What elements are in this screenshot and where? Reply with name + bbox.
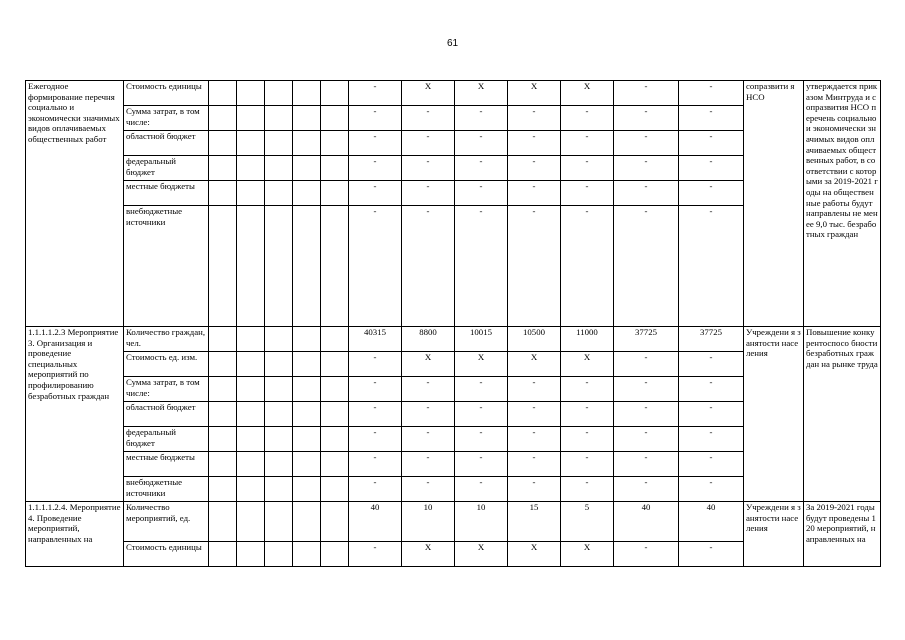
empty-cell — [321, 352, 349, 377]
value-cell: - — [614, 156, 679, 181]
empty-cell — [293, 131, 321, 156]
value-cell: X — [561, 81, 614, 106]
value-cell: - — [614, 206, 679, 327]
empty-cell — [321, 206, 349, 327]
value-cell: - — [349, 156, 402, 181]
empty-cell — [237, 156, 265, 181]
empty-cell — [237, 502, 265, 542]
empty-cell — [265, 156, 293, 181]
result-note-cell: утверждается приказом Минтруда и сопразвития НСО перечень социально и экономически значимых видов оплачиваемых общественных работ, в соответствии с которыми за 2019-2021 годы на общественные работы будут направлены не менее 9,0 тыс. безработных граждан — [804, 81, 881, 327]
indicator-cell: Сумма затрат, в том числе: — [124, 106, 209, 131]
value-cell: - — [349, 377, 402, 402]
value-cell: 40 — [349, 502, 402, 542]
value-cell: - — [349, 477, 402, 502]
value-cell: - — [561, 131, 614, 156]
empty-cell — [209, 81, 237, 106]
empty-cell — [209, 452, 237, 477]
empty-cell — [265, 542, 293, 567]
empty-cell — [209, 206, 237, 327]
empty-cell — [293, 542, 321, 567]
empty-cell — [265, 377, 293, 402]
empty-cell — [321, 477, 349, 502]
value-cell: - — [679, 352, 744, 377]
value-cell: - — [349, 352, 402, 377]
empty-cell — [237, 181, 265, 206]
value-cell: - — [349, 131, 402, 156]
indicator-cell: областной бюджет — [124, 131, 209, 156]
indicator-cell: областной бюджет — [124, 402, 209, 427]
value-cell: - — [679, 156, 744, 181]
empty-cell — [265, 452, 293, 477]
empty-cell — [293, 377, 321, 402]
empty-cell — [321, 502, 349, 542]
empty-cell — [265, 427, 293, 452]
empty-cell — [321, 81, 349, 106]
value-cell: - — [679, 542, 744, 567]
indicator-cell: федеральный бюджет — [124, 156, 209, 181]
value-cell: - — [679, 181, 744, 206]
empty-cell — [237, 452, 265, 477]
indicator-cell: Стоимость единицы — [124, 81, 209, 106]
value-cell: X — [455, 81, 508, 106]
empty-cell — [237, 352, 265, 377]
value-cell: - — [679, 452, 744, 477]
value-cell: - — [508, 477, 561, 502]
value-cell: - — [455, 477, 508, 502]
empty-cell — [265, 402, 293, 427]
value-cell: - — [679, 427, 744, 452]
indicator-cell: Количество мероприятий, ед. — [124, 502, 209, 542]
empty-cell — [209, 477, 237, 502]
empty-cell — [293, 502, 321, 542]
value-cell: - — [614, 181, 679, 206]
empty-cell — [293, 81, 321, 106]
value-cell: - — [614, 477, 679, 502]
empty-cell — [237, 81, 265, 106]
empty-cell — [237, 402, 265, 427]
value-cell: - — [614, 106, 679, 131]
empty-cell — [293, 352, 321, 377]
empty-cell — [265, 206, 293, 327]
organization-cell: Учреждени я занятости населения — [744, 327, 804, 502]
table-row — [26, 81, 881, 106]
indicator-cell: внебюджетные источники — [124, 477, 209, 502]
value-cell: 15 — [508, 502, 561, 542]
value-cell: - — [508, 452, 561, 477]
empty-cell — [293, 402, 321, 427]
value-cell: 5 — [561, 502, 614, 542]
value-cell: - — [349, 542, 402, 567]
value-cell: - — [561, 206, 614, 327]
value-cell: - — [561, 377, 614, 402]
empty-cell — [237, 477, 265, 502]
value-cell: X — [402, 81, 455, 106]
indicator-cell: местные бюджеты — [124, 181, 209, 206]
empty-cell — [265, 327, 293, 352]
value-cell: - — [455, 106, 508, 131]
empty-cell — [293, 427, 321, 452]
value-cell: - — [455, 131, 508, 156]
value-cell: - — [349, 427, 402, 452]
value-cell: - — [614, 452, 679, 477]
value-cell: - — [679, 477, 744, 502]
value-cell: - — [614, 377, 679, 402]
empty-cell — [265, 502, 293, 542]
empty-cell — [209, 327, 237, 352]
program-table — [25, 80, 881, 567]
value-cell: - — [455, 452, 508, 477]
value-cell: - — [455, 377, 508, 402]
value-cell: - — [561, 402, 614, 427]
empty-cell — [237, 327, 265, 352]
empty-cell — [321, 377, 349, 402]
value-cell: - — [455, 206, 508, 327]
value-cell: 11000 — [561, 327, 614, 352]
table-row — [26, 502, 881, 542]
empty-cell — [293, 181, 321, 206]
empty-cell — [293, 477, 321, 502]
empty-cell — [293, 206, 321, 327]
empty-cell — [321, 327, 349, 352]
empty-cell — [265, 81, 293, 106]
value-cell: - — [561, 427, 614, 452]
value-cell: - — [679, 131, 744, 156]
indicator-cell: внебюджетные источники — [124, 206, 209, 327]
empty-cell — [265, 106, 293, 131]
value-cell: - — [402, 477, 455, 502]
measure-name-cell: 1.1.1.1.2.3 Мероприятие 3. Организация и проведение специальных мероприятий по профилированию безработных граждан — [26, 327, 124, 502]
empty-cell — [209, 181, 237, 206]
value-cell: - — [402, 402, 455, 427]
value-cell: - — [349, 452, 402, 477]
value-cell: - — [349, 206, 402, 327]
empty-cell — [209, 156, 237, 181]
organization-cell: сопразвити я НСО — [744, 81, 804, 327]
value-cell: - — [679, 377, 744, 402]
empty-cell — [321, 131, 349, 156]
value-cell: X — [455, 352, 508, 377]
value-cell: X — [561, 352, 614, 377]
value-cell: - — [561, 477, 614, 502]
empty-cell — [209, 106, 237, 131]
empty-cell — [321, 542, 349, 567]
value-cell: X — [455, 542, 508, 567]
empty-cell — [237, 377, 265, 402]
empty-cell — [209, 377, 237, 402]
value-cell: - — [349, 181, 402, 206]
indicator-cell: Сумма затрат, в том числе: — [124, 377, 209, 402]
value-cell: - — [614, 427, 679, 452]
empty-cell — [209, 502, 237, 542]
value-cell: - — [402, 427, 455, 452]
value-cell: - — [349, 402, 402, 427]
empty-cell — [293, 452, 321, 477]
indicator-cell: местные бюджеты — [124, 452, 209, 477]
value-cell: - — [614, 352, 679, 377]
value-cell: - — [349, 81, 402, 106]
value-cell: 37725 — [679, 327, 744, 352]
value-cell: X — [508, 542, 561, 567]
empty-cell — [265, 131, 293, 156]
value-cell: - — [614, 402, 679, 427]
page-number: 61 — [446, 38, 459, 49]
value-cell: - — [508, 206, 561, 327]
empty-cell — [265, 352, 293, 377]
value-cell: 40 — [679, 502, 744, 542]
value-cell: - — [402, 377, 455, 402]
indicator-cell: Количество граждан, чел. — [124, 327, 209, 352]
empty-cell — [293, 106, 321, 131]
value-cell: - — [508, 377, 561, 402]
value-cell: - — [508, 156, 561, 181]
value-cell: 10 — [455, 502, 508, 542]
value-cell: - — [402, 156, 455, 181]
value-cell: X — [561, 542, 614, 567]
empty-cell — [237, 427, 265, 452]
empty-cell — [321, 452, 349, 477]
value-cell: - — [455, 402, 508, 427]
value-cell: - — [455, 427, 508, 452]
indicator-cell: Стоимость ед. изм. — [124, 352, 209, 377]
value-cell: - — [402, 181, 455, 206]
empty-cell — [209, 542, 237, 567]
value-cell: X — [508, 352, 561, 377]
empty-cell — [237, 131, 265, 156]
value-cell: - — [561, 452, 614, 477]
empty-cell — [321, 427, 349, 452]
value-cell: - — [508, 106, 561, 131]
value-cell: - — [561, 156, 614, 181]
empty-cell — [209, 352, 237, 377]
empty-cell — [321, 106, 349, 131]
empty-cell — [265, 477, 293, 502]
value-cell: - — [455, 156, 508, 181]
value-cell: - — [614, 81, 679, 106]
value-cell: X — [508, 81, 561, 106]
value-cell: 10500 — [508, 327, 561, 352]
result-note-cell: Повышение конкурентоспосо бности безработных граждан на рынке труда — [804, 327, 881, 502]
value-cell: - — [508, 131, 561, 156]
empty-cell — [265, 181, 293, 206]
value-cell: - — [402, 206, 455, 327]
organization-cell: Учреждени я занятости населения — [744, 502, 804, 567]
empty-cell — [321, 156, 349, 181]
empty-cell — [209, 402, 237, 427]
indicator-cell: федеральный бюджет — [124, 427, 209, 452]
table-row — [26, 327, 881, 352]
value-cell: - — [455, 181, 508, 206]
value-cell: - — [614, 542, 679, 567]
indicator-cell: Стоимость единицы — [124, 542, 209, 567]
empty-cell — [237, 106, 265, 131]
value-cell: 8800 — [402, 327, 455, 352]
value-cell: - — [561, 106, 614, 131]
value-cell: - — [679, 206, 744, 327]
empty-cell — [293, 156, 321, 181]
measure-name-cell: 1.1.1.1.2.4. Мероприятие 4. Проведение мероприятий, направленных на — [26, 502, 124, 567]
value-cell: - — [508, 427, 561, 452]
value-cell: - — [402, 452, 455, 477]
value-cell: 40 — [614, 502, 679, 542]
value-cell: - — [402, 106, 455, 131]
empty-cell — [209, 427, 237, 452]
value-cell: 10015 — [455, 327, 508, 352]
empty-cell — [209, 131, 237, 156]
result-note-cell: За 2019-2021 годы будут проведены 120 мероприятий, направленных на — [804, 502, 881, 567]
value-cell: X — [402, 352, 455, 377]
value-cell: - — [561, 181, 614, 206]
empty-cell — [293, 327, 321, 352]
value-cell: - — [508, 402, 561, 427]
value-cell: 40315 — [349, 327, 402, 352]
empty-cell — [237, 542, 265, 567]
value-cell: - — [349, 106, 402, 131]
measure-name-cell: Ежегодное формирование перечня социально и экономически значимых видов оплачиваемых общественных работ — [26, 81, 124, 327]
empty-cell — [237, 206, 265, 327]
empty-cell — [321, 181, 349, 206]
value-cell: - — [402, 131, 455, 156]
value-cell: - — [614, 131, 679, 156]
value-cell: X — [402, 542, 455, 567]
value-cell: - — [679, 402, 744, 427]
value-cell: 37725 — [614, 327, 679, 352]
value-cell: - — [679, 81, 744, 106]
value-cell: - — [508, 181, 561, 206]
empty-cell — [321, 402, 349, 427]
value-cell: 10 — [402, 502, 455, 542]
value-cell: - — [679, 106, 744, 131]
